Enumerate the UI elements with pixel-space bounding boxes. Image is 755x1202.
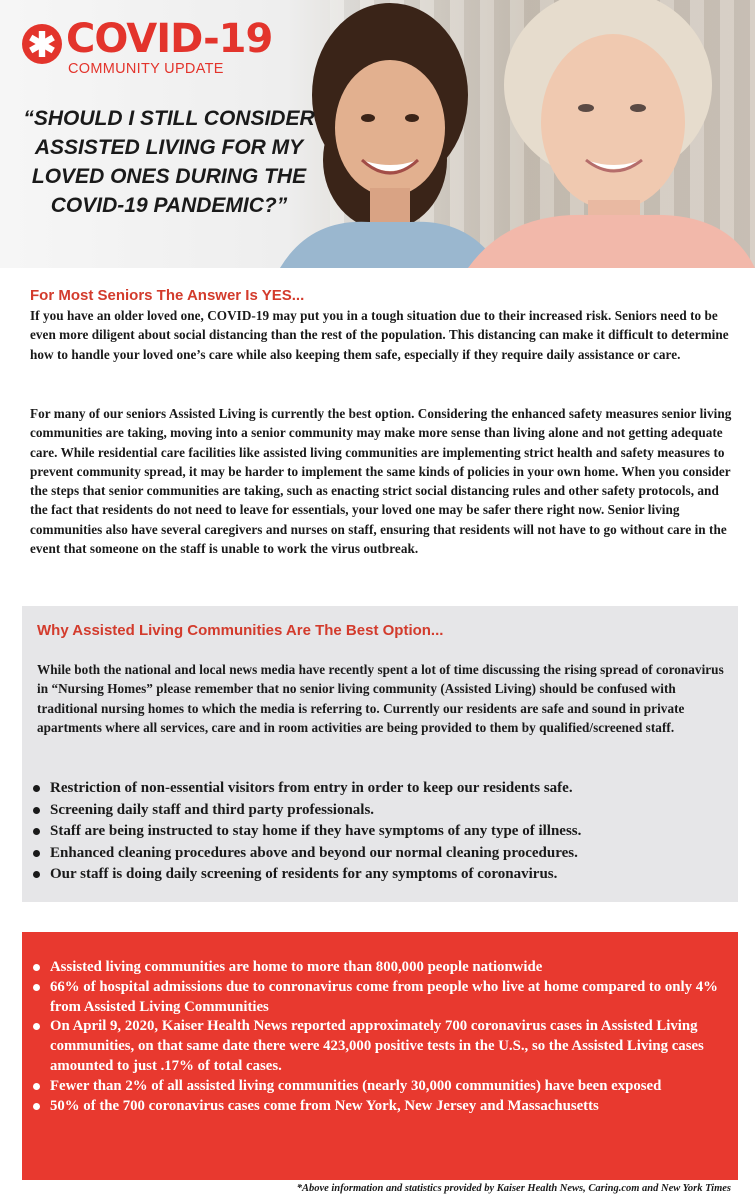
safety-measures-list — [30, 778, 730, 886]
section2-paragraph: While both the national and local news media have recently spent a lot of time discussing the rising spread of coronavirus in “Nursing Homes” please remember that no senior living community (Assisted Living) should be confused with traditional nursing homes to which the media is referring to. Currently our residents are safe and sound in private apartments where all services, care and in room activities are being provided to them by qualified/screened staff. — [37, 662, 724, 735]
section1-heading: For Most Seniors The Answer Is YES... — [30, 287, 305, 304]
list-item: Enhanced cleaning procedures above and beyond our normal cleaning procedures. — [30, 843, 730, 865]
list-item: Staff are being instructed to stay home if they have symptoms of any type of illness. — [30, 821, 730, 843]
section1-paragraph2: For many of our seniors Assisted Living is currently the best option. Considering the enhanced safety measures senior living communities are taking, moving into a senior community may make more sense than living alone and not getting adequate care. While residential care facilities like assisted living communities are implementing strict health and safety measures to prevent community spread, it may be harder to implement the same kinds of policies in your own home. When you consider the steps that senior communities are taking, such as enacting strict social distancing rules and other safety protocols, and the fact that residents do not need to leave for essentials, your loved one may be safer there right now. Senior living communities also have several caregivers and nurses on staff, ensuring that residents will not have to go without care in the event that someone on the staff is unable to work the virus outbreak. — [30, 406, 732, 557]
headline-question: “SHOULD I STILL CONSIDER ASSISTED LIVING FOR MY LOVED ONES DURING THE COVID-19 PANDEMIC?” — [23, 107, 315, 217]
list-item: Fewer than 2% of all assisted living communities (nearly 30,000 communities) have been exposed — [30, 1077, 730, 1097]
list-item: 50% of the 700 coronavirus cases come from New York, New Jersey and Massachusetts — [30, 1097, 730, 1117]
list-item: Screening daily staff and third party professionals. — [30, 800, 730, 822]
list-item: Assisted living communities are home to more than 800,000 people nationwide — [30, 958, 730, 978]
hero-banner — [0, 0, 755, 268]
statistics-list — [30, 958, 730, 1116]
list-item: 66% of hospital admissions due to conronavirus come from people who live at home compared to only 4% from Assisted Living Communities — [30, 978, 730, 1018]
sources-footnote: *Above information and statistics provided by Kaiser Health News, Caring.com and New York Times — [296, 1183, 731, 1194]
list-item: Restriction of non-essential visitors from entry in order to keep our residents safe. — [30, 778, 730, 800]
medical-star-icon — [22, 24, 62, 64]
list-item: On April 9, 2020, Kaiser Health News reported approximately 700 coronavirus cases in Assisted Living communities, on that same date there were 423,000 positive tests in the U.S., so the Assisted Living cases amounted to just .17% of total cases. — [30, 1017, 730, 1076]
logo-subtitle: COMMUNITY UPDATE — [68, 61, 224, 77]
section2-heading: Why Assisted Living Communities Are The Best Option... — [37, 622, 444, 639]
list-item: Our staff is doing daily screening of residents for any symptoms of coronavirus. — [30, 864, 730, 886]
logo-title: COVID-19 — [66, 16, 273, 62]
section1-paragraph1: If you have an older loved one, COVID-19 may put you in a tough situation due to their increased risk. Seniors need to be even more diligent about social distancing than the rest of the population. This distancing can make it difficult to determine how to handle your loved one’s care while also keeping them safe, especially if they require daily assistance or care. — [30, 308, 729, 362]
senior-woman-photo — [468, 0, 755, 268]
